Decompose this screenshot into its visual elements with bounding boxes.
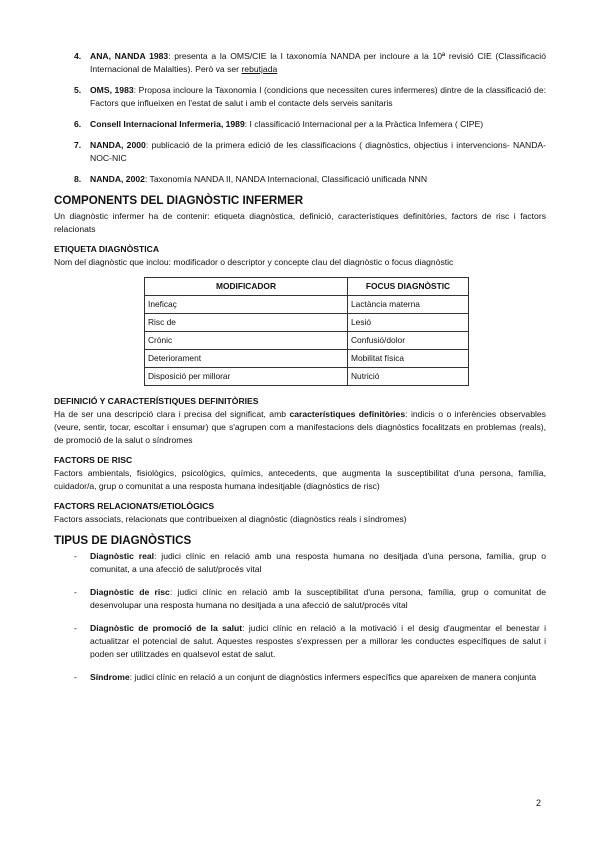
column-header-modificador: MODIFICADOR [145,278,348,296]
table-row [145,368,469,386]
item-title: Diagnòstic real [90,551,155,561]
table-cell: Deteriorament [145,350,348,368]
definicio-text [54,408,546,447]
list-item [54,50,546,76]
etiqueta-text: Nom del diagnòstic que inclou: modificador o descriptor y concepte clau del diagnòstic o focus diagnòstic [54,257,454,267]
list-item [54,550,546,576]
item-text: : Proposa incloure la Taxonomia I (condicions que necessiten cures infermeres) dintre de la classificació de: Factors que influeixen en l'estat de salut i amb el contacte dels serveis sanitaris [90,85,547,108]
table-cell: Lactància materna [348,296,469,314]
tipus-heading: TIPUS DE DIAGNÒSTICS [54,534,192,547]
item-title: NANDA, 2000 [90,140,146,150]
dash-bullet: - [74,672,77,682]
item-title: OMS, 1983 [90,85,134,95]
table-cell: Nutrició [348,368,469,386]
table-cell: Disposició per millorar [145,368,348,386]
item-text: : judici clínic en relació amb la susceptibilitat d'una persona, família, grup o comunitat de desenvolupar una resposta humana no desitjada a una afecció de salut/procés vital [90,587,546,610]
table-cell: Ineficaç [145,296,348,314]
list-item [54,118,546,131]
components-intro: Un diagnòstic infermer ha de contenir: etiqueta diagnòstica, definició, característiques definitòries, factors de risc i factors relacionats [54,211,546,234]
document-page [54,50,546,694]
definicio-heading: DEFINICIÓ Y CARACTERÍSTIQUES DEFINITÒRIES [54,396,259,406]
etiqueta-heading: ETIQUETA DIAGNÒSTICA [54,244,160,254]
underlined-word: rebutjada [241,64,278,74]
table-row [145,332,469,350]
definicio-text-b: : indicis o o inferències observables (veure, sentir, tocar, escoltar i ensumar) que s'agrupen com a manifestacions dels diagnòstics focalitzats en problemas (reals), de promoció de la salut o síndromes [54,409,546,445]
factors-risc-heading: FACTORS DE RISC [54,455,133,465]
list-item [54,84,546,110]
item-text: : judici clínic en relació amb una resposta humana no desitjada d'una persona, família, grup o comunitat, a una afecció de salut/procés vital [90,551,546,574]
table-row [145,296,469,314]
dash-bullet: - [74,551,77,561]
dash-bullet: - [74,623,77,633]
tipus-list [54,550,546,684]
dash-bullet: - [74,587,77,597]
item-text: : publicació de la primera edició de les classificacions ( diagnòstics, objectius i intervencions- NANDA-NOC-NIC [90,140,546,163]
list-item [54,173,546,186]
item-text: : judici clínic en relació a la motivació i el desig d'augmentar el benestar i actualitzar el potencial de salut. Aquestes respostes s'expressen per a millorar les conductes específiques de salut i poden ser utilitzades en qualsevol estat de salut. [90,623,546,659]
factors-relacionats-text: Factors associats, relacionats que contribueixen al diagnòstic (diagnòstics reals i síndromes) [54,514,407,524]
definicio-bold: característiques definitòries [289,409,406,419]
table-header-row [145,278,469,296]
table-cell: Confusió/dolor [348,332,469,350]
table-cell: Risc de [145,314,348,332]
item-number: 7. [74,140,82,150]
item-number: 5. [74,85,82,95]
item-title: NANDA, 2002 [90,174,145,184]
item-title: ANA, NANDA 1983 [90,51,169,61]
components-heading: COMPONENTS DEL DIAGNÒSTIC INFERMER [54,194,304,207]
list-item [54,622,546,661]
item-title: Síndrome [90,672,130,682]
history-list [54,50,546,186]
item-text: : Taxonomía NANDA II, NANDA Internacional, Classificació unificada NNN [144,174,428,184]
definicio-text-a: Ha de ser una descripció clara i precisa del significat, amb [54,409,290,419]
table-row [145,350,469,368]
table-row [145,314,469,332]
item-title: Diagnòstic de promoció de la salut [90,623,243,633]
list-item [54,586,546,612]
table-cell: Mobilitat física [348,350,469,368]
item-number: 4. [74,51,82,61]
item-title: Consell Internacional Infermeria, 1989 [90,119,245,129]
list-item [54,139,546,165]
item-text: : I classificació Internacional per a la Pràctica Infemera ( CIPE) [244,119,484,129]
page-number: 2 [536,798,542,808]
table-cell: Lesió [348,314,469,332]
column-header-focus: FOCUS DIAGNÒSTIC [348,278,469,296]
factors-risc-text: Factors ambientals, fisiològics, psicològics, químics, antecedents, que augmenta la susceptibilitat d'una persona, família, cuidador/a, grup o comunitat a una resposta humana indesitjable (diagnòstics de risc) [54,468,546,491]
table-cell: Crònic [145,332,348,350]
modifier-focus-table [144,277,469,386]
factors-relacionats-heading: FACTORS RELACIONATS/ETIOLÒGICS [54,501,215,511]
item-text: : judici clínic en relació a un conjunt de diagnòstics infermers específics que apareixen de manera conjunta [129,672,537,682]
item-number: 6. [74,119,82,129]
item-number: 8. [74,174,82,184]
item-title: Diagnòstic de risc [90,587,170,597]
list-item [54,671,546,684]
item-text: : presenta a la OMS/CIE la I taxonomía NANDA per incloure a la 10ª revisió CIE (Classificació Internacional de Malalties). Però va ser [90,51,546,74]
